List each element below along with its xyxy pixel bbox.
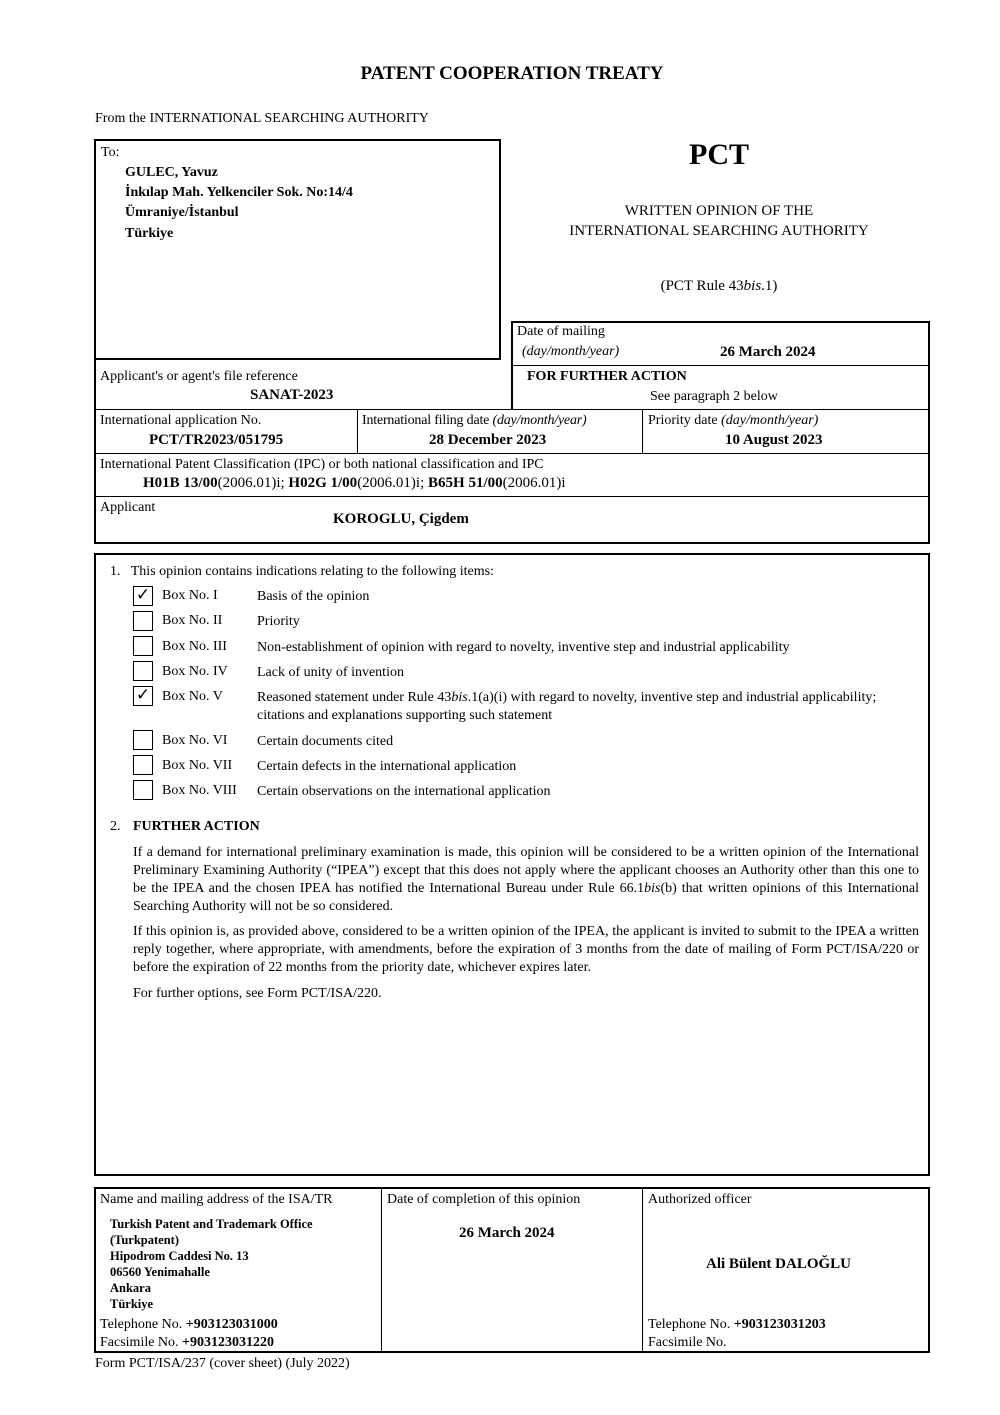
further-action-title: FOR FURTHER ACTION [527,369,687,384]
box-desc-v-post: .1(a)(i) with regard to novelty, inventive step and industrial applicability; citations and explanations supporting such statement [257,690,877,723]
filing-date-label-text: International filing date [362,413,493,428]
officer-facsimile-label: Facsimile No. [648,1335,727,1350]
rule-italic: bis [743,278,762,294]
completion-date-value: 26 March 2024 [459,1225,555,1241]
checkbox-box-iv[interactable] [133,661,153,681]
addressee-country: Türkiye [125,226,174,241]
box-desc-v [257,689,922,725]
p1-italic: bis [644,881,661,896]
box-desc-iv: Lack of unity of invention [257,665,404,680]
box-desc-ii: Priority [257,614,300,629]
isa-address-line-6: Türkiye [110,1297,154,1311]
isa-address-line-4: 06560 Yenimahalle [110,1265,210,1279]
to-label: To: [101,145,120,160]
priority-date-value: 10 August 2023 [725,432,823,448]
mailing-date-label: Date of mailing [517,324,605,339]
authorized-officer-label: Authorized officer [648,1192,752,1207]
ipc-classes [143,475,566,492]
ipc-class-3: B65H 51/00 [428,475,503,491]
isa-address-line-2: (Turkpatent) [110,1233,179,1247]
checkbox-box-vi[interactable] [133,730,153,750]
ipc-class-1-version: (2006.01)i; [217,475,289,491]
isa-telephone-label: Telephone No. [100,1317,186,1332]
rule-prefix: (PCT Rule 43 [660,278,744,294]
further-action-num: 2. [110,819,121,834]
ipc-class-1: H01B 13/00 [143,475,218,491]
filing-date-label [362,413,586,429]
addressee-street: İnkılap Mah. Yelkenciler Sok. No:14/4 [125,185,353,200]
box-label-vii: Box No. VII [162,758,233,773]
box-desc-viii: Certain observations on the international application [257,784,551,799]
officer-telephone-value: +903123031203 [733,1317,826,1332]
isa-address-line-5: Ankara [110,1281,151,1295]
further-action-paragraph-2: If this opinion is, as provided above, considered to be a written opinion of the IPEA, the applicant is invited to submit to the IPEA a written reply together, where appropriate, with amendments, before the expiration of 3 months from the date of mailing of Form PCT/ISA/220 or before the expiration of 22 months from the priority date, whichever expires later. [133,924,919,975]
from-line: From the INTERNATIONAL SEARCHING AUTHORITY [95,111,429,126]
ipc-class-3-version: (2006.01)i [502,475,566,491]
checkbox-box-vii[interactable] [133,755,153,775]
box-label-viii: Box No. VIII [162,783,237,798]
isa-label: Name and mailing address of the ISA/TR [100,1192,333,1207]
box-label-iv: Box No. IV [162,664,228,679]
opinion-title-line1: WRITTEN OPINION OF THE [624,203,814,219]
box-desc-v-italic: bis [451,690,468,705]
box-label-vi: Box No. VI [162,733,228,748]
box-desc-i: Basis of the opinion [257,589,370,604]
box-label-ii: Box No. II [162,613,223,628]
application-no-value: PCT/TR2023/051795 [149,432,284,448]
further-action-heading: FURTHER ACTION [133,819,260,834]
mailing-date-value: 26 March 2024 [720,344,816,360]
filing-date-value: 28 December 2023 [429,432,547,448]
authorized-officer-name: Ali Bülent DALOĞLU [706,1256,852,1272]
applicant-label: Applicant [100,500,156,515]
checkbox-box-iii[interactable] [133,636,153,656]
box-label-i: Box No. I [162,588,218,603]
form-identifier: Form PCT/ISA/237 (cover sheet) (July 2022) [95,1356,350,1371]
applicant-value: KOROGLU, Çigdem [333,511,469,527]
isa-address-line-3: Hipodrom Caddesi No. 13 [110,1249,249,1263]
rule-suffix: .1) [761,278,778,294]
priority-date-label [648,413,818,429]
isa-telephone [100,1317,278,1333]
file-reference-label: Applicant's or agent's file reference [100,369,298,384]
isa-facsimile-label: Facsimile No. [100,1335,183,1350]
rule-reference [510,278,928,295]
further-action-sub: See paragraph 2 below [650,389,778,404]
file-reference-value: SANAT-2023 [250,387,334,403]
isa-telephone-value: +903123031000 [185,1317,278,1332]
priority-date-label-text: Priority date [648,413,722,428]
checkbox-box-v[interactable]: ✓ [133,686,153,706]
box-desc-iii: Non-establishment of opinion with regard to novelty, inventive step and industrial applicability [257,640,790,655]
application-no-label: International application No. [100,413,262,428]
box-label-v: Box No. V [162,689,223,704]
addressee-city: Ümraniye/İstanbul [125,205,239,220]
p1-part-b: (b) that written opinions of this International Searching Authority will not be so considered. [133,881,919,914]
box-desc-v-pre: Reasoned statement under Rule 43 [257,690,452,705]
further-action-paragraph-3: For further options, see Form PCT/ISA/220. [133,986,382,1001]
officer-telephone [648,1317,826,1333]
isa-address-line-1: Turkish Patent and Trademark Office [110,1217,313,1231]
checkbox-box-viii[interactable] [133,780,153,800]
box-label-iii: Box No. III [162,639,227,654]
opinion-title-line2: INTERNATIONAL SEARCHING AUTHORITY [569,223,869,239]
filing-date-label-italic: (day/month/year) [492,413,587,428]
completion-date-label: Date of completion of this opinion [387,1192,581,1207]
ipc-class-2-version: (2006.01)i; [357,475,429,491]
checkbox-box-i[interactable]: ✓ [133,586,153,606]
addressee-name: GULEC, Yavuz [125,165,218,180]
box-desc-vii: Certain defects in the international application [257,759,517,774]
isa-facsimile-value: +903123031220 [182,1335,275,1350]
officer-telephone-label: Telephone No. [648,1317,734,1332]
document-title: PATENT COOPERATION TREATY [360,63,664,84]
ipc-class-2: H02G 1/00 [288,475,358,491]
priority-date-label-italic: (day/month/year) [721,413,819,428]
checkbox-box-ii[interactable] [133,611,153,631]
isa-facsimile [100,1335,274,1351]
p1-part-a: If a demand for international preliminary examination is made, this opinion will be considered to be a written opinion of the International Preliminary Examining Authority (“IPEA”) except that this does not apply where the applicant chooses an Authority other than this one to be the IPEA and the chosen IPEA has notified the International Bureau under Rule 66.1 [133,845,919,896]
items-intro: 1. This opinion contains indications relating to the following items: [110,564,494,579]
further-action-paragraph-1 [133,844,919,916]
pct-heading: PCT [689,138,749,171]
mailing-date-sublabel: (day/month/year) [522,344,620,359]
ipc-label: International Patent Classification (IPC) or both national classification and IPC [100,457,544,472]
box-desc-vi: Certain documents cited [257,734,394,749]
